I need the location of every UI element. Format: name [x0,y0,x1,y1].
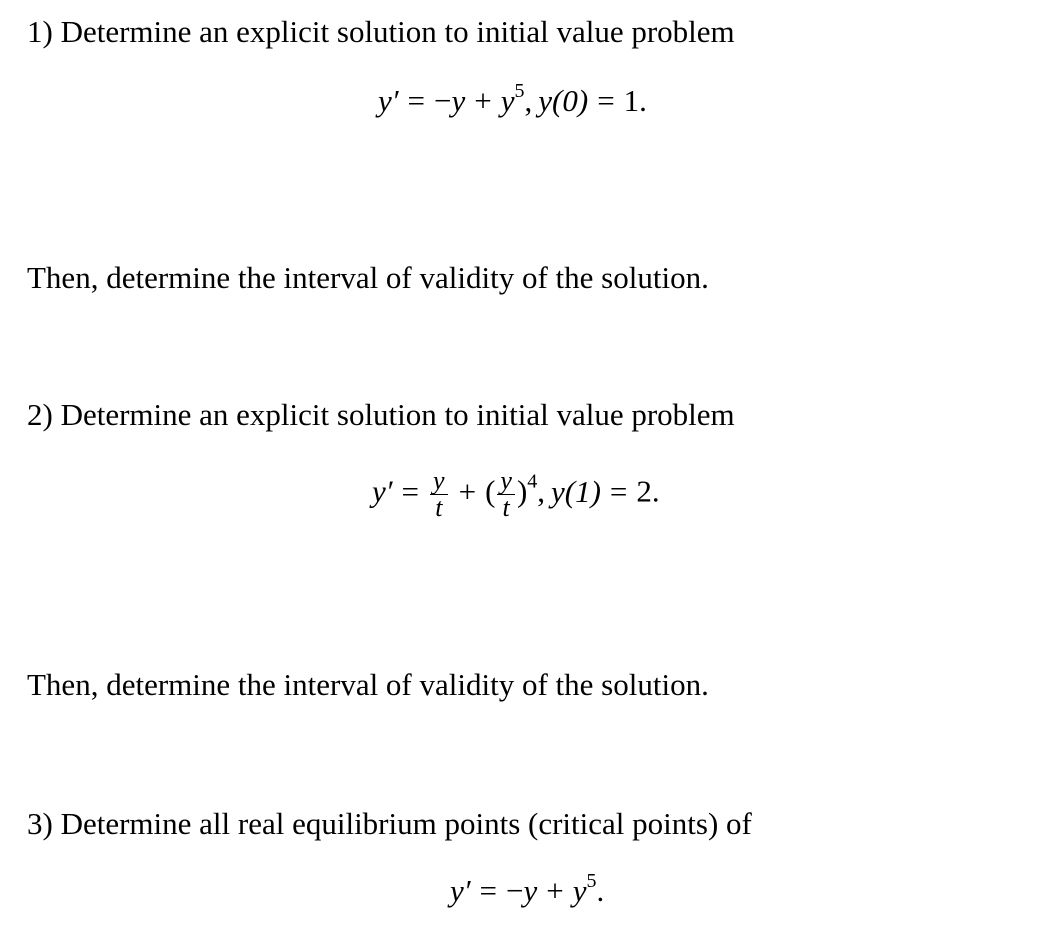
eq3-lhs: y′ [450,873,471,908]
eq2-fraction-2 [497,468,515,521]
eq2-equals: = [401,473,420,509]
eq3-period: . [596,873,605,908]
problem-2-followup: Then, determine the interval of validity of the solution. [27,667,709,702]
problem-1-equation [378,80,647,119]
problem-2-prompt: 2) Determine an explicit solution to initial value problem [27,397,735,432]
eq2-fraction-1-numerator: y [430,468,448,495]
eq1-equals: = [407,83,426,118]
eq1-y: y [451,83,466,118]
eq1-lhs: y′ [378,83,399,118]
problem-1-prompt: 1) Determine an explicit solution to initial value problem [27,14,735,49]
eq2-left-paren: ( [485,473,496,509]
eq1-value: 1. [623,83,647,118]
eq2-fraction-2-numerator: y [497,468,515,495]
eq2-value: 2. [636,473,660,509]
eq1-comma: , [524,83,533,118]
eq1-y-power-base: y [500,83,515,118]
eq3-y: y [523,873,538,908]
eq3-equals: = [479,873,498,908]
eq2-plus: + [458,473,477,509]
eq1-initial-condition: y(0) [538,83,589,118]
eq3-exponent: 5 [586,870,597,892]
eq2-right-paren: ) [516,473,528,509]
eq2-equals-2: = [609,473,628,509]
eq2-fraction-1-denominator: t [435,493,443,522]
eq2-initial-condition: y(1) [551,473,601,509]
eq2-fraction-1 [430,468,448,521]
eq2-lhs: y′ [372,473,393,509]
eq2-fraction-2-denominator: t [502,493,510,522]
eq1-minus: − [434,83,452,118]
eq3-plus: + [546,873,564,908]
eq3-y-power-base: y [572,873,587,908]
problem-3-prompt: 3) Determine all real equilibrium points (critical points) of [27,806,752,841]
eq1-plus: + [474,83,492,118]
problem-1-followup: Then, determine the interval of validity of the solution. [27,260,709,295]
problem-3-equation [450,870,605,909]
eq3-minus: − [506,873,524,908]
eq2-comma: , [537,473,546,509]
eq1-equals-2: = [597,83,615,118]
eq2-exponent: 4 [527,470,538,493]
eq1-exponent: 5 [514,80,525,102]
problem-2-equation [372,468,660,521]
